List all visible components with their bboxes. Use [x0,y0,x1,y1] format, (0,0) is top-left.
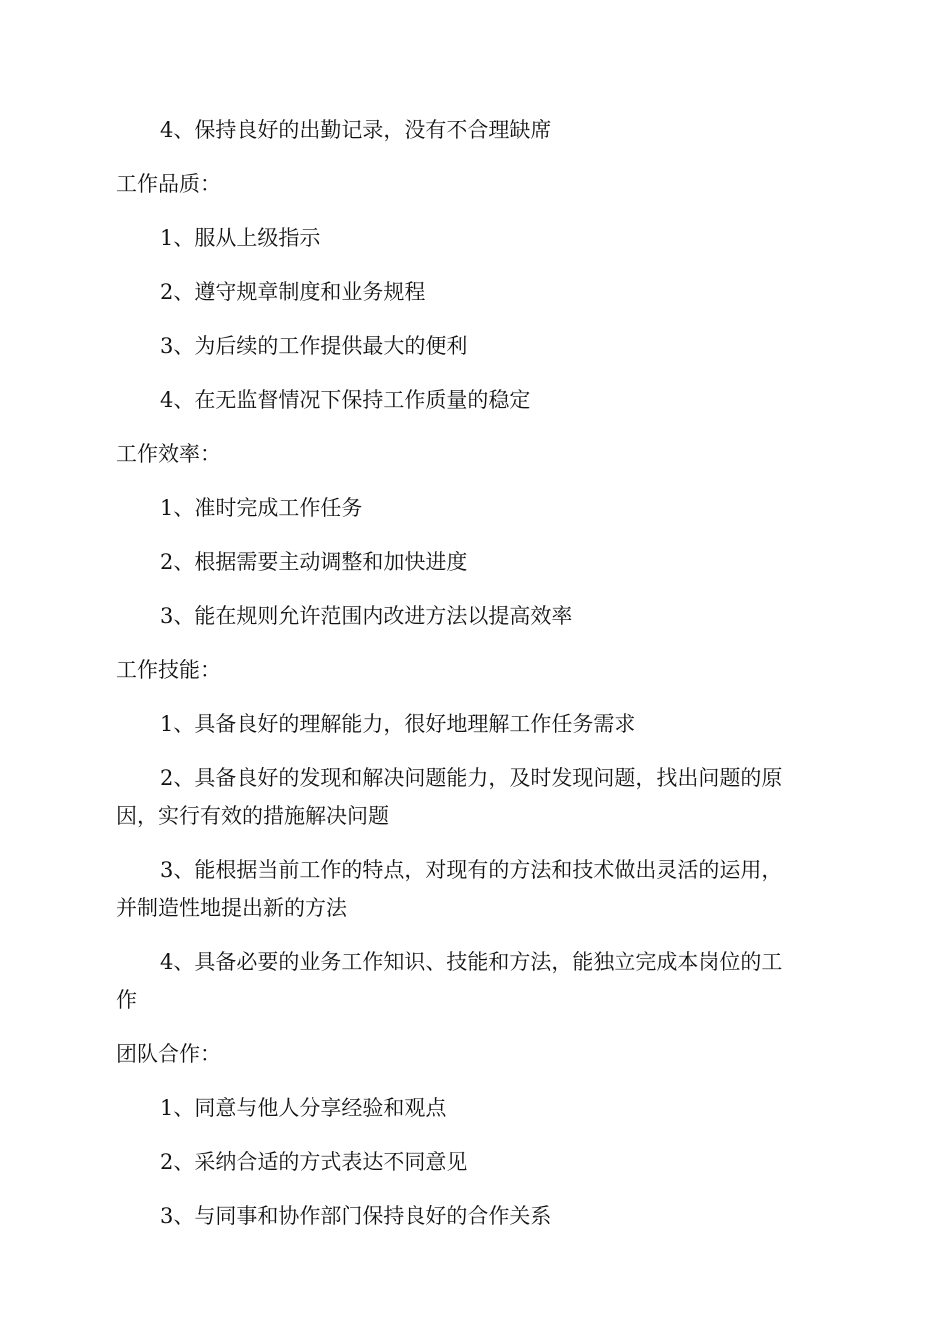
attendance-item-4: 4、保持良好的出勤记录，没有不合理缺席 [160,118,552,142]
section-heading-skills: 工作技能： [116,658,221,682]
skills-item-3-line-2: 并制造性地提出新的方法 [116,896,347,920]
quality-item-2: 2、遵守规章制度和业务规程 [160,280,426,304]
efficiency-item-1: 1、准时完成工作任务 [160,496,363,520]
section-heading-efficiency: 工作效率： [116,442,221,466]
skills-item-2-line-1: 2、具备良好的发现和解决问题能力，及时发现问题，找出问题的原 [160,766,783,790]
section-heading-teamwork: 团队合作： [116,1042,221,1066]
skills-item-2-line-2: 因，实行有效的措施解决问题 [116,804,389,828]
section-heading-quality: 工作品质： [116,172,221,196]
quality-item-3: 3、为后续的工作提供最大的便利 [160,334,468,358]
skills-item-4-line-1: 4、具备必要的业务工作知识、技能和方法，能独立完成本岗位的工 [160,950,783,974]
teamwork-item-1: 1、同意与他人分享经验和观点 [160,1096,447,1120]
teamwork-item-3: 3、与同事和协作部门保持良好的合作关系 [160,1204,552,1228]
skills-item-4-line-2: 作 [116,988,137,1012]
quality-item-1: 1、服从上级指示 [160,226,321,250]
quality-item-4: 4、在无监督情况下保持工作质量的稳定 [160,388,531,412]
skills-item-1: 1、具备良好的理解能力，很好地理解工作任务需求 [160,712,636,736]
teamwork-item-2: 2、采纳合适的方式表达不同意见 [160,1150,468,1174]
skills-item-3-line-1: 3、能根据当前工作的特点，对现有的方法和技术做出灵活的运用， [160,858,783,882]
efficiency-item-2: 2、根据需要主动调整和加快进度 [160,550,468,574]
efficiency-item-3: 3、能在规则允许范围内改进方法以提高效率 [160,604,573,628]
